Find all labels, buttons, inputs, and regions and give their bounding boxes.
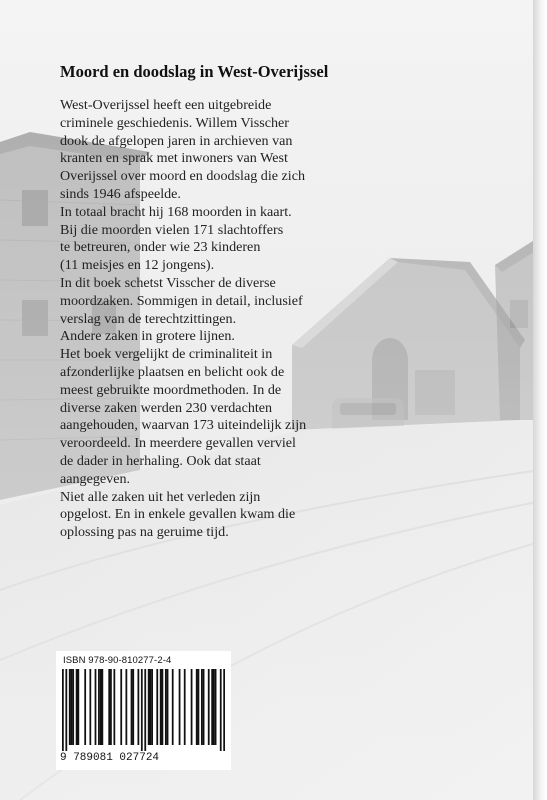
barcode-bar [211, 669, 213, 745]
blurb-line: kranten en sprak met inwoners van West [60, 150, 288, 167]
barcode-bar [215, 669, 217, 745]
blurb-line: Het boek vergelijkt de criminaliteit in [60, 346, 273, 363]
blurb-line: Andere zaken in grotere lijnen. [60, 328, 235, 345]
barcode-bar [89, 669, 91, 745]
barcode-bar [77, 669, 79, 745]
barcode-bar [198, 669, 200, 745]
barcode-bar [208, 669, 210, 745]
blurb-line: oplossing pas na geruime tijd. [60, 524, 229, 541]
blurb-line: Overijssel over moord en doodslag die zich [60, 168, 306, 185]
barcode-bar [132, 669, 134, 745]
barcode-bar [196, 669, 198, 745]
barcode-bar [150, 669, 152, 745]
blurb-line: moordzaken. Sommigen in detail, inclusief [60, 292, 303, 309]
barcode-bar [108, 669, 110, 745]
barcode-bar [141, 669, 143, 751]
barcode-bar [167, 669, 169, 745]
barcode-bar [84, 669, 86, 745]
barcode-bar [165, 669, 167, 745]
barcode-bar [125, 669, 127, 745]
blurb-line: criminele geschiedenis. Willem Visscher [60, 114, 289, 131]
barcode-bar [184, 669, 186, 745]
blurb-line: Niet alle zaken uit het verleden zijn [60, 488, 261, 505]
blurb-line: te betreuren, onder wie 23 kinderen [60, 239, 261, 256]
barcode-bar [151, 669, 153, 745]
barcode-bar [71, 669, 73, 745]
barcode-bar [100, 669, 102, 745]
barcode-bar [172, 669, 174, 745]
barcode-bar [213, 669, 215, 745]
blurb-line: opgelost. En in enkele gevallen kwam die [60, 506, 296, 523]
barcode-bar [179, 669, 181, 745]
blurb-line: de dader in herhaling. Ook dat staat [60, 452, 261, 469]
barcode-bar [76, 669, 78, 745]
blurb-line: (11 meisjes en 12 jongens). [60, 257, 215, 274]
barcode-bar [101, 669, 103, 745]
barcode-bar [220, 669, 222, 751]
barcode-bar [203, 669, 205, 745]
barcode-bar [113, 669, 115, 745]
barcode-bar [156, 669, 158, 745]
barcode-bar [72, 669, 74, 745]
barcode-bar [95, 669, 97, 745]
barcode-bar [191, 669, 193, 745]
blurb-line: diverse zaken werden 230 verdachten [60, 399, 273, 416]
blurb-line: sinds 1946 afspeelde. [60, 185, 181, 202]
blurb-line: In totaal bracht hij 168 moorden in kaart. [60, 203, 292, 220]
blurb-line: West-Overijssel heeft een uitgebreide [60, 97, 272, 113]
barcode-bar [62, 669, 64, 751]
isbn-text: ISBN 978-90-810277-2-4 [63, 655, 172, 666]
barcode-bar [223, 669, 225, 751]
blurb-text [60, 97, 500, 542]
barcode-bar [120, 669, 122, 745]
blurb-line: verslag van de terechtzittingen. [60, 310, 237, 327]
blurb-line: veroordeeld. In meerdere gevallen verviel [60, 435, 296, 452]
barcode-label [56, 651, 231, 770]
blurb-line: dook de afgelopen jaren in archieven van [60, 132, 293, 149]
blurb-line: In dit boek schetst Visscher de diverse [60, 274, 276, 291]
barcode-bar [137, 669, 139, 745]
blurb-line: afzonderlijke plaatsen en belicht ook de [60, 363, 285, 380]
spine-edge [533, 0, 547, 800]
blurb-line: aangehouden, waarvan 173 uiteindelijk zijn [60, 417, 307, 434]
barcode-bar [162, 669, 164, 745]
barcode-bar [131, 669, 133, 745]
barcode-bar [148, 669, 150, 745]
blurb-line: aangegeven. [60, 470, 131, 487]
barcode [62, 669, 225, 751]
barcode-bar [201, 669, 203, 745]
blurb-line: meest gebruikte moordmethoden. In de [60, 381, 282, 398]
barcode-bar [144, 669, 146, 751]
barcode-digits: 9 789081 027724 [60, 752, 160, 764]
blurb-line: Bij die moorden vielen 171 slachtoffers [60, 221, 284, 238]
barcode-bar [160, 669, 162, 745]
barcode-bar [110, 669, 112, 745]
book-title: Moord en doodslag in West-Overijssel [60, 62, 329, 81]
barcode-bar [65, 669, 67, 751]
barcode-bar [98, 669, 100, 745]
barcode-bar [69, 669, 71, 745]
